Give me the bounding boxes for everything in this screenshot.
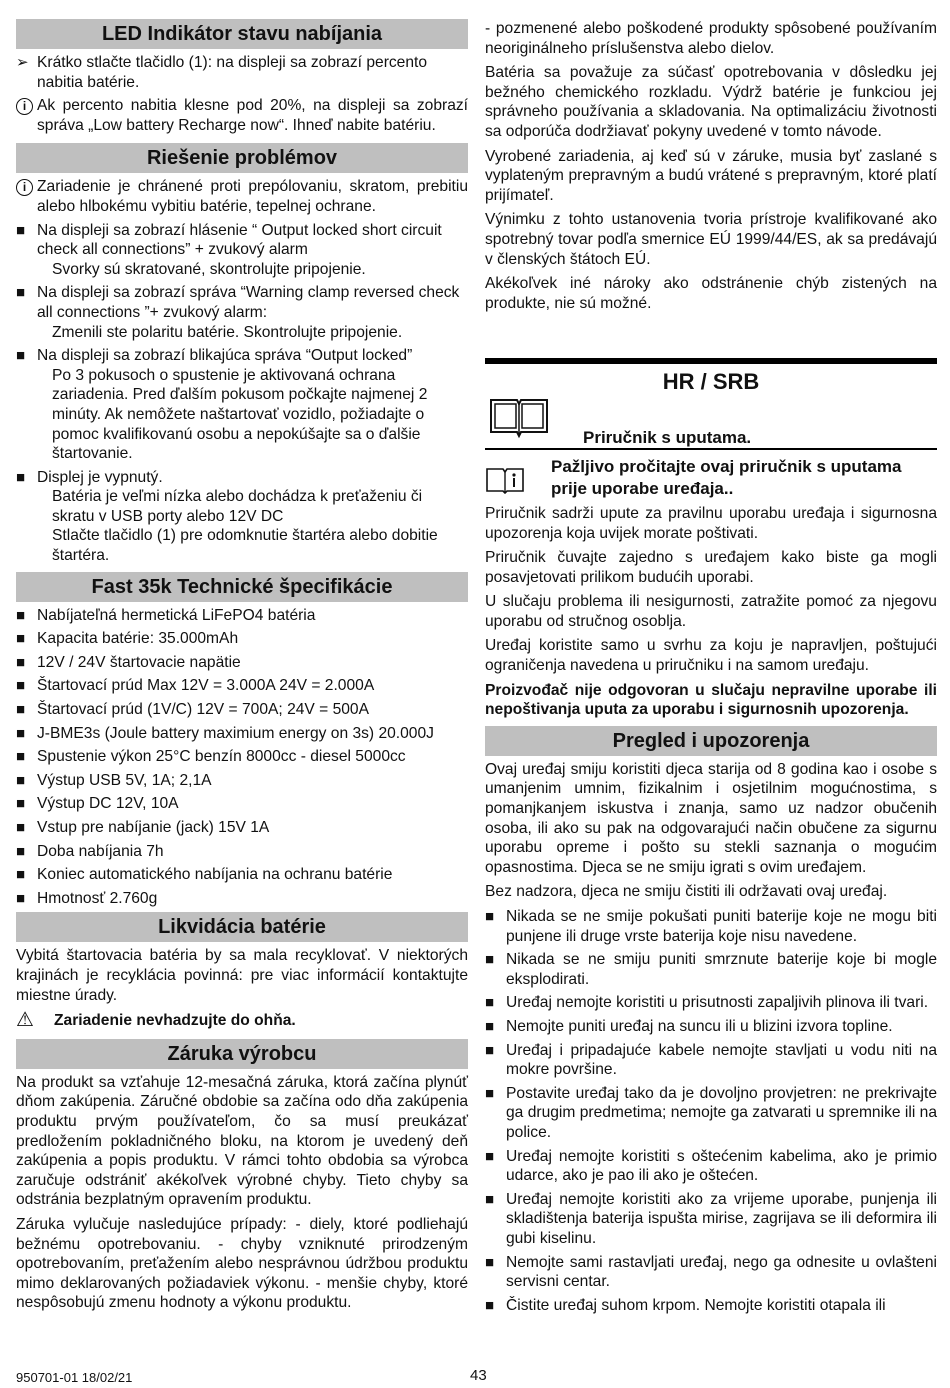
square-bullet-icon: ■ — [485, 1041, 495, 1059]
list-item: ■ Nemojte sami rastavljati uređaj, nego ga odnesite u ovlašteni servisni centar. — [485, 1253, 937, 1291]
problem-item: ■ Na displeji sa zobrazí hlásenie “ Output locked short circuit check all connections” + zvukový alarm Svorky sú skratované, skontrolujte pripojenie. — [16, 221, 442, 278]
square-bullet-icon: ■ — [16, 221, 26, 239]
square-bullet-icon: ■ — [16, 771, 26, 789]
warranty-cont-paragraph: - pozmenené alebo poškodené produkty spôsobené používaním neoriginálneho príslušenstva alebo dielov. — [485, 20, 937, 57]
square-bullet-icon: ■ — [16, 724, 26, 742]
problems-heading: Riešenie problémov — [16, 143, 468, 173]
list-item: ■ Uređaj nemojte koristiti ako za vrijeme uporabe, punjenja ili skladištenja baterija ispušta mirise, zagrijava se ili deformira ili gubi kiselinu. — [485, 1190, 937, 1247]
list-item: ■ Štartovací prúd (1V/C) 12V = 700A; 24V = 500A — [16, 701, 369, 719]
intro-paragraph: Uređaj koristite samo u svrhu za koju je napravljen, poštujući ograničenja navedena u priručniku i na samom uređaju. — [485, 637, 937, 675]
liability-notice: Proizvođač nije odgovoran u slučaju nepravilne uporabe ili nepoštivanja uputa za uporabu i sigurnosnih upozorenja. — [485, 681, 937, 719]
manual-title: Priručnik s uputama. — [583, 427, 752, 447]
read-notice-row — [485, 456, 937, 500]
open-book-icon — [487, 394, 551, 440]
list-item: ■ Nikada se ne smiju puniti smrznute baterije koje bi mogle eksplodirati. — [485, 951, 937, 988]
section-divider — [485, 358, 937, 364]
intro-paragraph: Priručnik čuvajte zajedno s uređajem kako biste ga mogli posavjetovati prilikom budućih uporabi. — [485, 549, 937, 586]
warranty-heading: Záruka výrobcu — [16, 1039, 468, 1069]
square-bullet-icon: ■ — [16, 677, 26, 695]
list-item: ■ Nikada se ne smije pokušati puniti baterije koje ne mogu biti punjene ili druge vrste baterija koje nisu navedene. — [485, 908, 937, 945]
right-column — [485, 0, 937, 1319]
list-item: ■ Výstup USB 5V, 1A; 2,1A — [16, 771, 212, 789]
page-number: 43 — [470, 1367, 487, 1384]
read-notice: Pažljivo pročitajte ovaj priručnik s uputama prije uporabe uređaja.. — [551, 456, 902, 498]
disposal-text: Vybitá štartovacia batéria by sa mala recyklovať. V niektorých krajinách je recyklácia povinná: pre viac informácií kontaktujte miestne úrady. — [16, 947, 468, 1004]
overview-paragraph: Bez nadzora, djeca ne smiju čistiti ili održavati ovaj uređaj. — [485, 883, 888, 901]
warranty-cont-paragraph: Akékoľvek iné nároky ako odstránenie chýb zistených na produkte, nie sú možné. — [485, 275, 937, 312]
list-item: ■ Čistite uređaj suhom krpom. Nemojte koristiti otapala ili — [485, 1296, 886, 1314]
list-item: ■ Uređaj i pripadajuće kabele nemojte stavljati u vodu niti na mokre površine. — [485, 1041, 937, 1079]
square-bullet-icon: ■ — [16, 866, 26, 884]
list-item: ■ Doba nabíjania 7h — [16, 842, 164, 860]
problems-info: i Zariadenie je chránené proti prepólovaniu, skratom, prebitiu alebo hlbokému vybitiu batérie, tepelnej ochrane. — [16, 177, 468, 216]
language-title: HR / SRB — [662, 369, 760, 395]
square-bullet-icon: ■ — [16, 606, 26, 624]
square-bullet-icon: ■ — [16, 842, 26, 860]
fire-warning: ⚠ Zariadenie nevhadzujte do ohňa. — [16, 1009, 296, 1032]
square-bullet-icon: ■ — [485, 1017, 495, 1035]
intro-paragraph: U slučaju problema ili nesigurnosti, zatražite pomoć za njegovu uporabu od stručnog osoblja. — [485, 593, 937, 630]
square-bullet-icon: ■ — [16, 795, 26, 813]
problem-item: ■ Na displeji sa zobrazí blikajúca správa “Output locked” Po 3 pokusoch o spustenie je aktivovaná ochrana zariadenia. Pred ďalším pokusom počkajte najmenej 2 minúty. Ak nemôžete naštartovať vozidlo, požiadajte o pomoc kvalifikovanú osobu a nepokúšajte sa o ďalšie štartovanie. — [16, 347, 428, 463]
list-item: ■ 12V / 24V štartovacie napätie — [16, 653, 241, 671]
warranty-cont-paragraph: Batéria sa považuje za súčasť opotrebovania v dôsledku jej bežného chemického rozkladu. Výdrž batérie je funkciou jej správneho používania a skladovania. Na optimalizáciu životnosti sa odporúča dodržiavať pokyny uvedené v tomto návode. — [485, 64, 937, 140]
warranty-paragraph: Na produkt sa vzťahuje 12-mesačná záruka, ktorá začína plynúť dňom zakúpenia. Záručné obdobie sa začína odo dňa zakúpenia produktu prvým používateľom, čo sa musí preukázať predložením pokladničného bloku, na ktorom je uvedený deň zakúpenia a popis produktu. V rámci tohto obdobia sa výrobca zaručuje odstrániť akékoľvek výrobné chyby. Tieto chyby sa odstránia bezplatným opravením produktu. — [16, 1073, 468, 1209]
warranty-cont-paragraph: Výnimku z tohto ustanovenia tvoria prístroje kvalifikované ako spotrebný tovar podľa smernice EÚ 1999/44/ES, ak sa predávajú v členských štátoch EÚ. — [485, 211, 937, 268]
list-item: ■ Koniec automatického nabíjania na ochranu batérie — [16, 866, 393, 884]
list-item: ■ Spustenie výkon 25°C benzín 8000cc - diesel 5000cc — [16, 748, 406, 766]
list-item: ■ Uređaj nemojte koristiti u prisutnosti zapaljivih plinova ili tvari. — [485, 994, 929, 1012]
square-bullet-icon: ■ — [485, 908, 495, 925]
arrow-icon: ➢ — [16, 54, 29, 71]
list-item: ■ Nabíjateľná hermetická LiFePO4 batéria — [16, 606, 316, 624]
square-bullet-icon: ■ — [16, 748, 26, 766]
square-bullet-icon: ■ — [16, 630, 26, 648]
warning-triangle-icon: ⚠ — [16, 1009, 34, 1032]
specs-list — [16, 606, 468, 909]
square-bullet-icon: ■ — [485, 1084, 495, 1102]
overview-list — [485, 907, 937, 1315]
square-bullet-icon: ■ — [16, 347, 26, 365]
manual-title-row — [485, 402, 937, 450]
square-bullet-icon: ■ — [16, 889, 26, 907]
list-item: ■ Uređaj nemojte koristiti s oštećenim kabelima, ako je primio udarce, ako je pao ili ako je oštećen. — [485, 1147, 937, 1185]
intro-paragraph: Priručnik sadrži upute za pravilnu uporabu uređaja i sigurnosna upozorenja koja uvijek morate poštivati. — [485, 504, 937, 542]
list-item: ■ Vstup pre nabíjanie (jack) 15V 1A — [16, 819, 270, 836]
square-bullet-icon: ■ — [485, 1190, 495, 1208]
square-bullet-icon: ■ — [16, 468, 26, 486]
overview-heading: Pregled i upozorenja — [485, 726, 937, 756]
warranty-exclusions: Záruka vylučuje nasledujúce prípady: - diely, ktoré podliehajú bežnému opotrebovaniu. - chyby vzniknuté prirodzeným opotrebovaním, preťažením alebo nesprávnou údržbou produktu mimo deklarovaných požiadaviek výkonu. - menšie chyby, ktoré nespôsobujú zmenu hodnoty a výkonu produktu. — [16, 1215, 468, 1312]
specs-heading: Fast 35k Technické špecifikácie — [16, 572, 468, 602]
square-bullet-icon: ■ — [485, 1147, 495, 1165]
info-icon: i — [16, 179, 33, 196]
list-item: ■ Kapacita batérie: 35.000mAh — [16, 630, 239, 648]
led-info: i Ak percento nabitia klesne pod 20%, na displeji sa zobrazí správa „Low battery Recharge now“. Ihneď nabite batériu. — [16, 96, 468, 135]
list-item: ■ Hmotnosť 2.760g — [16, 889, 158, 907]
led-step: ➢ Krátko stlačte tlačidlo (1): na displeji sa zobrazí percento nabitia batérie. — [16, 54, 428, 91]
led-heading: LED Indikátor stavu nabíjania — [16, 19, 468, 49]
list-item: ■ Nemojte puniti uređaj na suncu ili u blizini izvora topline. — [485, 1017, 893, 1035]
square-bullet-icon: ■ — [485, 951, 495, 969]
square-bullet-icon: ■ — [485, 1253, 495, 1271]
square-bullet-icon: ■ — [485, 994, 495, 1012]
square-bullet-icon: ■ — [485, 1296, 495, 1314]
square-bullet-icon: ■ — [16, 284, 26, 302]
square-bullet-icon: ■ — [16, 819, 26, 836]
list-item: ■ Štartovací prúd Max 12V = 3.000A 24V = 2.000A — [16, 677, 375, 695]
info-icon: i — [16, 98, 33, 115]
book-info-icon — [485, 466, 525, 494]
overview-paragraph: Ovaj uređaj smiju koristiti djeca starija od 8 godina kao i osobe s umanjenim umnim, fizikalnim i osjetilnim mogućnostima, s pomanjkanjem iskustva i znanja, samo uz nadzor obučenih osoba, ili ako su pak na odgovarajući način obučene za sigurnu uporabu opreme i pošto su stekli saznanja o mogućim opasnostima. Djeca se ne smiju igrati s ovim uređajem. — [485, 760, 937, 876]
square-bullet-icon: ■ — [16, 701, 26, 719]
left-column — [16, 0, 468, 1318]
list-item: ■ Výstup DC 12V, 10A — [16, 795, 179, 813]
problem-item: ■ Displej je vypnutý. Batéria je veľmi nízka alebo dochádza k preťaženiu či skratu v USB porty alebo 12V DC Stlačte tlačidlo (1) pre odomknutie štartéra alebo dobitie štartéra. — [16, 468, 438, 565]
list-item: ■ J-BME3s (Joule battery maximium energy on 3s) 20.000J — [16, 724, 434, 742]
square-bullet-icon: ■ — [16, 653, 26, 671]
list-item: ■ Postavite uređaj tako da je dovoljno provjetren: ne prekrivajte ga drugim predmetima; nemojte ga zatvarati u spremnike ili na police. — [485, 1084, 937, 1141]
disposal-heading: Likvidácia batérie — [16, 912, 468, 942]
warranty-cont-paragraph: Vyrobené zariadenia, aj keď sú v záruke, musia byť zaslané s vyplateným prepravným a budú vrátené s prepravným, ktoré platí prijímateľ. — [485, 147, 937, 204]
problem-item: ■ Na displeji sa zobrazí správa “Warning clamp reversed check all connections ”+ zvukový alarm: Zmenili ste polaritu batérie. Skontrolujte pripojenie. — [16, 284, 460, 341]
document-code: 950701-01 18/02/21 — [16, 1370, 133, 1385]
